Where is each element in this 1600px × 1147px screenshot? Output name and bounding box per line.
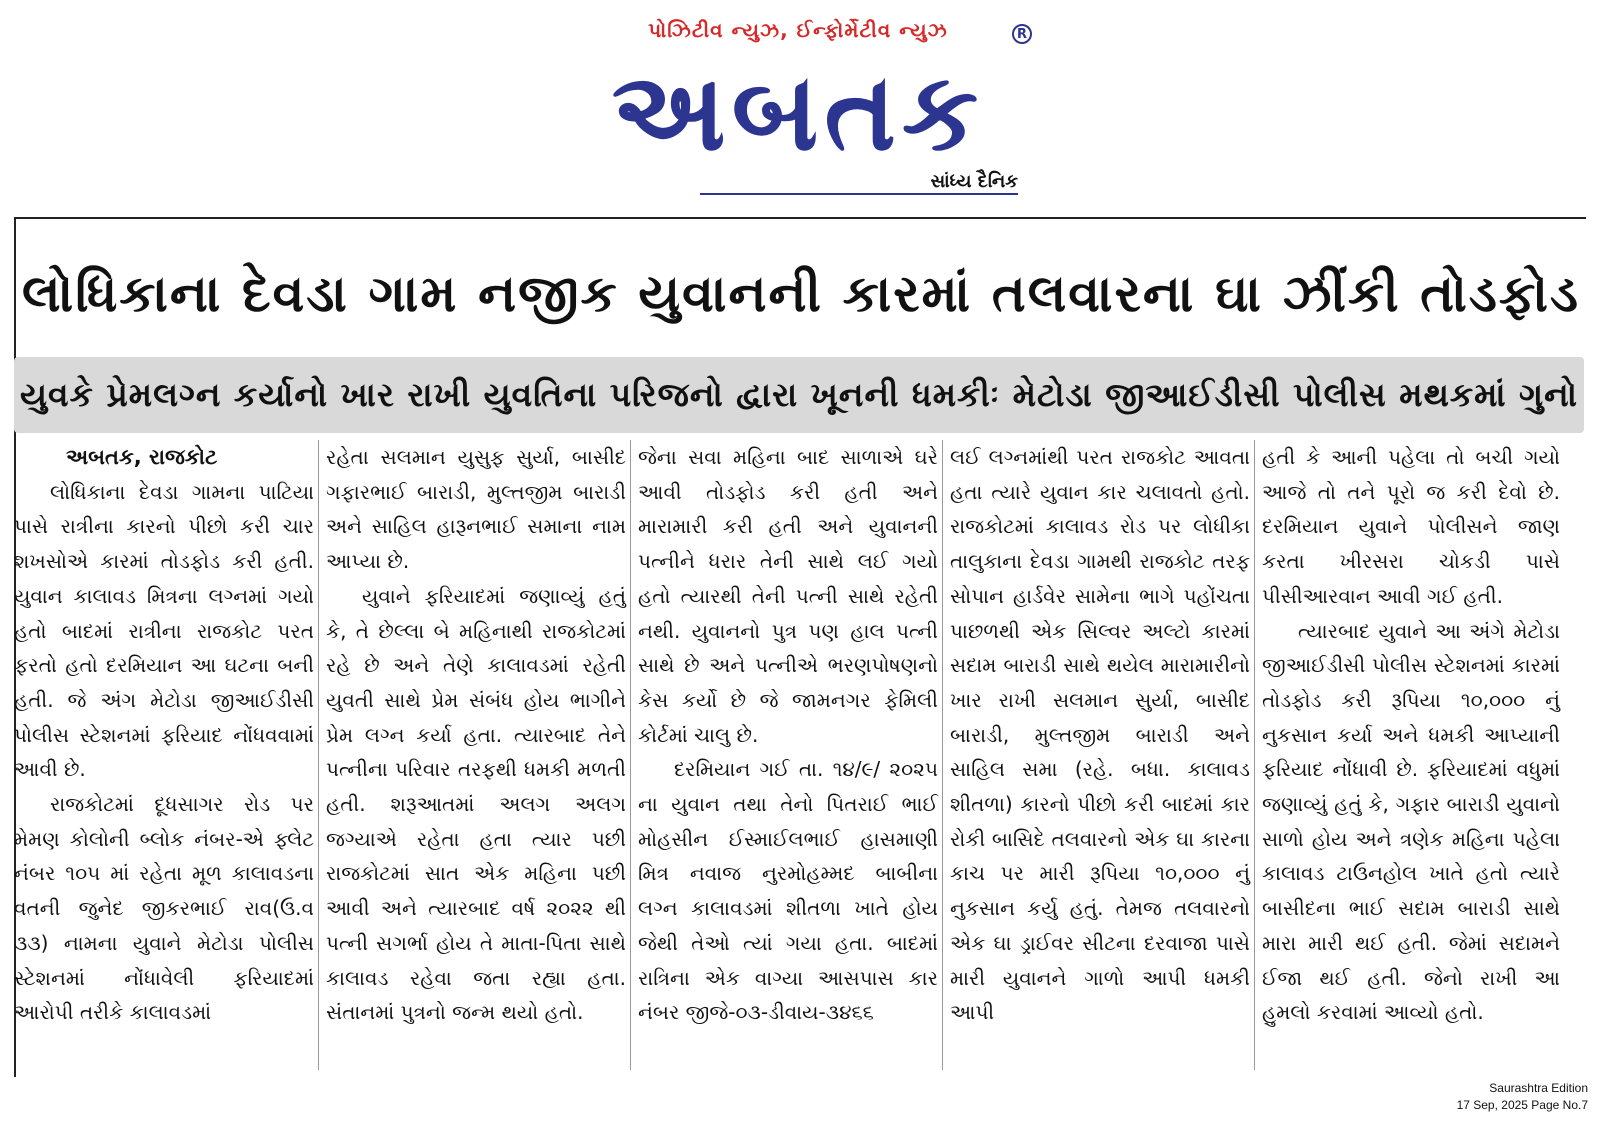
paragraph: યુવાને ફરિયાદમાં જણાવ્યું હતું કે, તે છેલ્લા બે મહિનાથી રાજકોટમાં રહે છે અને તેણે કાલાવડમાં રહેતી યુવતી સાથે પ્રેમ સંબંધ હોય ભાગીને પ્રેમ લગ્ન કર્યા હતા. ત્યારબાદ તેને પત્નીના પરિવાર તરફથી ધમકી મળતી હતી. શરૂઆતમાં અલગ અલગ જગ્યાએ રહેતા હતા ત્યાર પછી રાજકોટમાં સાત એક મહિના પછી આવી અને ત્યારબાદ વર્ષ ૨૦૨૨ થી પત્ની સગર્ભા હોય તે માતા-પિતા સાથે કાલાવડ રહેવા જતા રહ્યા હતા. સંતાનમાં પુત્રનો જન્મ થયો હતો. <box>326 583 626 1025</box>
page-footer <box>1457 1080 1588 1114</box>
article-column-3 <box>638 440 938 1030</box>
column-divider <box>630 440 631 1070</box>
article-column-5 <box>1262 440 1560 1030</box>
headline: લોધિકાના દેવડા ગામ નજીક યુવાનની કારમાં તલવારના ઘા ઝીંકી તોડફોડ <box>21 265 1581 324</box>
paragraph: રાજકોટમાં દૂધસાગર રોડ પર મેમણ કોલોની બ્લોક નંબર-એ ફ્લેટ નંબર ૧૦૫ માં રહેતા મૂળ કાલાવડના વતની જુનેદ જીકરભાઈ રાવ(ઉ.વ ૩૩) નામના યુવાને મેટોડા પોલીસ સ્ટેશનમાં નોંધાવેલી ફરિયાદમાં આરોપી તરીકે કાલાવડમાં <box>14 792 314 1025</box>
paragraph: લઈ લગ્નમાંથી પરત રાજકોટ આવતા હતા ત્યારે યુવાન કાર ચલાવતો હતો. રાજકોટમાં કાલાવડ રોડ પર લોધીકા તાલુકાના દેવડા ગામથી રાજકોટ તરફ સોપાન હાર્ડવેર સામેના ભાગે પહોંચતા પાછળથી એક સિલ્વર અલ્ટો કારમાં સદામ બારાડી સાથે થયેલ મારામારીનો ખાર રાખી સલમાન સુર્યા, બાસીદ બારાડી, મુલ્તજીમ બારાડી અને સાહિલ સમા (રહે. બધા. કાલાવડ શીતળા) કારનો પીછો કરી બાદમાં કાર રોકી બાસિદે તલવારનો એક ઘા કારના કાચ પર મારી રૂપિયા ૧૦,૦૦૦ નું નુકસાન કર્યુ હતું. તેમજ તલવારનો એક ઘા ડ્રાઈવર સીટના દરવાજા પાસે મારી યુવાનને ગાળો આપી ધમકી આપી <box>950 445 1250 1025</box>
paragraph: લોધિકાના દેવડા ગામના પાટિયા પાસે રાત્રીના કારનો પીછો કરી ચાર શખસોએ કારમાં તોડફોડ કરી હતી. યુવાન કાલાવડ મિત્રના લગ્નમાં ગયો હતો બાદમાં રાત્રીના રાજકોટ પરત ફરતો હતો દરમિયાન આ ઘટના બની હતી. જે અંગ મેટોડા જીઆઈડીસી પોલીસ સ્ટેશનમાં ફરિયાદ નોંધવવામાં આવી છે. <box>14 479 314 782</box>
paragraph: રહેતા સલમાન યુસુફ સુર્યા, બાસીદ ગફારભાઈ બારાડી, મુલ્તજીમ બારાડી અને સાહિલ હારૂનભાઈ સમાના નામ આપ્યા છે. <box>326 445 626 574</box>
article-column-2 <box>326 440 626 1030</box>
date-page-number: 17 Sep, 2025 Page No.7 <box>1456 1098 1588 1112</box>
masthead <box>0 0 1600 215</box>
column-divider <box>318 440 319 1070</box>
column-divider <box>1254 440 1255 1070</box>
dateline: અબતક, રાજકોટ <box>66 445 218 469</box>
logo-underline <box>700 193 1018 195</box>
registered-mark-icon: R <box>1012 24 1032 44</box>
masthead-tagline: પોઝિટીવ ન્યુઝ, ઈન્ફોર્મેટીવ ન્યુઝ <box>648 18 948 42</box>
article-column-4 <box>950 440 1250 1030</box>
logo-text: અબતક <box>611 49 985 175</box>
edition-name: Saurashtra Edition <box>1489 1081 1588 1095</box>
edition-type: સાંધ્ય દૈનિક <box>930 171 1018 192</box>
newspaper-logo <box>578 50 1018 175</box>
paragraph: ત્યારબાદ યુવાને આ અંગે મેટોડા જીઆઈડીસી પોલીસ સ્ટેશનમાં કારમાં તોડફોડ કરી રૂપિયા ૧૦,૦૦૦ નું નુકસાન કર્યા અને ધમકી આપ્યાની ફરિયાદ નોંધાવી છે. ફરિયાદમાં વધુમાં જણાવ્યું હતું કે, ગફાર બારાડી યુવાનો સાળો હોય અને ત્રણેક મહિના પહેલા કાલાવડ ટાઉનહોલ ખાતે હતો ત્યારે બાસીદના ભાઈ સદામ બારાડી સાથે મારા મારી થઈ હતી. જેમાં સદામને ઈજા થઈ હતી. જેનો રાખી આ હુમલો કરવામાં આવ્યો હતો. <box>1262 618 1560 1025</box>
column-divider <box>942 440 943 1070</box>
paragraph: દરમિયાન ગઈ તા. ૧૪/૯/ ૨૦૨૫ ના યુવાન તથા તેનો પિતરાઈ ભાઈ મોહસીન ઈસ્માઈલભાઈ હાસમાણી મિત્ર નવાજ નુરમોહમ્મદ બાબીના લગ્ન કાલાવડમાં શીતળા ખાતે હોય જેથી તેઓ ત્યાં ગયા હતા. બાદમાં રાત્રિના એક વાગ્યા આસપાસ કાર નંબર જીજે-૦૩-ડીવાય-૩૪૬૬ <box>638 757 938 1025</box>
article-column-1 <box>14 440 314 1030</box>
paragraph: હતી કે આની પહેલા તો બચી ગયો આજે તો તને પૂરો જ કરી દેવો છે. દરમિયાન યુવાને પોલીસને જાણ કરતા ખીરસરા ચોકડી પાસે પીસીઆરવાન આવી ગઈ હતી. <box>1262 445 1560 608</box>
paragraph: જેના સવા મહિના બાદ સાળાએ ઘરે આવી તોડફોડ કરી હતી અને મારામારી કરી હતી અને યુવાનની પત્નીને ધરાર તેની સાથે લઈ ગયો હતો ત્યારથી તેની પત્ની સાથે રહેતી નથી. યુવાનનો પુત્ર પણ હાલ પત્ની સાથે છે અને પત્નીએ ભરણપોષણનો કેસ કર્યો છે જે જામનગર ફેમિલી કોર્ટમાં ચાલુ છે. <box>638 445 938 747</box>
subheadline-banner: યુવકે પ્રેમલગ્ન કર્યાનો ખાર રાખી યુવતિના પરિજનો દ્વારા ખૂનની ધમકીઃ મેટોડા જીઆઈડીસી પોલીસ મથકમાં ગુનો <box>14 357 1584 433</box>
top-border-rule <box>14 217 1586 219</box>
